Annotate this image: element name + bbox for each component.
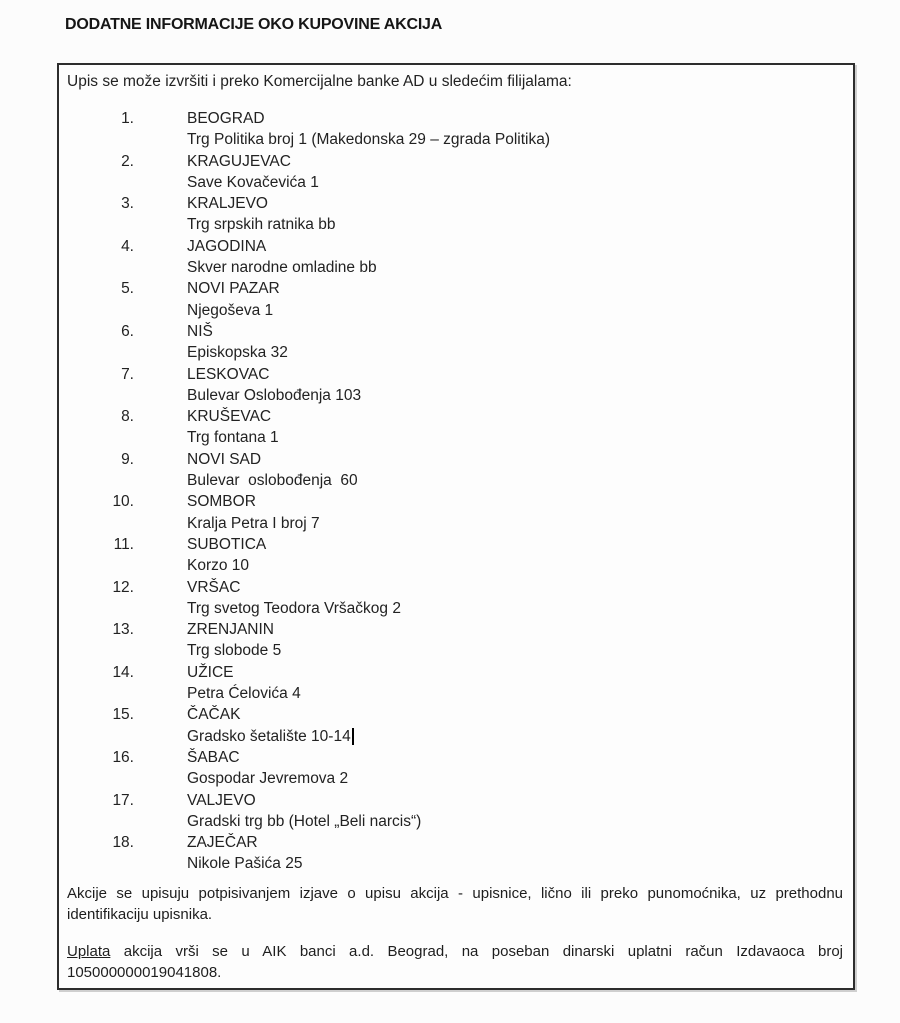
branch-address-line <box>134 470 843 491</box>
branch-address-line <box>134 300 843 321</box>
document-title: DODATNE INFORMACIJE OKO KUPOVINE AKCIJA <box>65 16 443 33</box>
branch-number: 2. <box>121 152 134 170</box>
branch-address: Save Kovačevića 1 <box>187 173 319 191</box>
branch-city: ČAČAK <box>187 706 241 724</box>
intro-line: Upis se može izvršiti i preko Komercijalne banke AD u sledećim filijalama: <box>67 73 572 90</box>
branch-item <box>87 151 843 194</box>
branch-number: 6. <box>121 322 134 340</box>
branch-item <box>87 790 843 833</box>
branch-address-line <box>134 768 843 789</box>
branch-number: 9. <box>121 450 134 468</box>
branch-address-line <box>134 257 843 278</box>
branch-item <box>87 832 843 875</box>
branch-number: 5. <box>121 280 134 298</box>
branch-item <box>87 662 843 705</box>
branch-city: UŽICE <box>187 663 234 681</box>
text-cursor <box>352 728 354 745</box>
branch-city: KRAGUJEVAC <box>187 152 291 170</box>
branch-address: Bulevar oslobođenja 60 <box>187 472 358 490</box>
branch-item <box>87 619 843 662</box>
branch-city: VALJEVO <box>187 791 256 809</box>
branch-item <box>87 449 843 492</box>
branch-address-line <box>134 640 843 661</box>
branch-number: 15. <box>112 706 134 724</box>
branch-city: ZRENJANIN <box>187 621 274 639</box>
info-box <box>57 63 855 990</box>
branch-address: Petra Ćelovića 4 <box>187 685 301 703</box>
branch-city: BEOGRAD <box>187 110 265 127</box>
branch-address: Bulevar Oslobođenja 103 <box>187 386 362 404</box>
branch-number: 17. <box>112 791 134 809</box>
branch-number: 12. <box>112 578 134 596</box>
branch-item <box>87 704 843 747</box>
branch-address: Episkopska 32 <box>187 344 288 362</box>
branch-address: Trg fontana 1 <box>187 429 279 447</box>
branch-city: ŠABAC <box>187 748 240 766</box>
branch-number: 11. <box>113 535 134 553</box>
branch-address: Njegoševa 1 <box>187 301 274 319</box>
branch-address: Trg Politika broj 1 (Makedonska 29 – zgrada Politika) <box>187 131 550 149</box>
branch-address: Gradski trg bb (Hotel „Beli narcis“) <box>187 812 422 830</box>
branch-address: Trg srpskih ratnika bb <box>187 216 336 234</box>
branch-address: Gospodar Jevremova 2 <box>187 770 349 788</box>
branch-item <box>87 747 843 790</box>
branch-item <box>87 491 843 534</box>
branch-number: 10. <box>112 493 134 511</box>
branch-item <box>87 108 843 151</box>
branch-address: Trg svetog Teodora Vršačkog 2 <box>187 599 401 617</box>
payment-paragraph <box>67 941 843 984</box>
branch-address-line <box>134 129 843 150</box>
branch-city: NOVI PAZAR <box>187 280 280 298</box>
branch-number: 7. <box>121 365 134 383</box>
branch-number: 16. <box>112 748 134 766</box>
branch-city: SOMBOR <box>187 493 256 511</box>
branch-address: Korzo 10 <box>187 557 250 575</box>
payment-lead-word: Uplata <box>67 942 111 960</box>
branch-item <box>87 577 843 620</box>
branch-item <box>87 364 843 407</box>
branch-city: KRALJEVO <box>187 195 268 213</box>
branch-address-line <box>134 214 843 235</box>
branch-number: 14. <box>112 663 134 681</box>
branch-address-line <box>134 513 843 534</box>
payment-rest: akcija vrši se u AIK banci a.d. Beograd, na poseban dinarski uplatni račun Izdavaoca broj 105000000019041808. <box>67 942 843 982</box>
branch-address-line <box>134 555 843 576</box>
branch-address-line <box>134 811 843 832</box>
branch-city: NIŠ <box>187 322 213 340</box>
branch-city: VRŠAC <box>187 578 241 596</box>
branch-item <box>87 193 843 236</box>
branch-number: 13. <box>112 621 134 639</box>
branch-city: LESKOVAC <box>187 365 270 383</box>
branch-address: Kralja Petra I broj 7 <box>187 514 320 532</box>
branch-address-line <box>134 853 843 874</box>
subscription-paragraph: Akcije se upisuju potpisivanjem izjave o upisu akcija - upisnice, lično ili preko punomoćnika, uz prethodnu identifikaciju upisnika. <box>67 884 843 924</box>
branch-address-line <box>134 598 843 619</box>
branch-city: JAGODINA <box>187 237 267 255</box>
branch-address: Nikole Pašića 25 <box>187 855 303 873</box>
branch-address: Skver narodne omladine bb <box>187 259 377 277</box>
branch-address-line <box>134 172 843 193</box>
branch-item <box>87 321 843 364</box>
branch-address-line <box>134 726 843 747</box>
branch-item <box>87 534 843 577</box>
branch-number: 8. <box>121 408 134 426</box>
branch-address-line <box>134 427 843 448</box>
branch-city: ZAJEČAR <box>187 834 258 852</box>
branch-list <box>87 108 843 875</box>
branch-address-line <box>134 683 843 704</box>
branch-number: 18. <box>112 834 134 852</box>
branch-city: SUBOTICA <box>187 535 267 553</box>
branch-city: KRUŠEVAC <box>187 408 272 426</box>
branch-item <box>87 236 843 279</box>
branch-address: Gradsko šetalište 10-14 <box>187 727 351 745</box>
branch-number: 1. <box>121 110 134 127</box>
branch-number: 3. <box>121 195 134 213</box>
branch-item <box>87 278 843 321</box>
branch-address: Trg slobode 5 <box>187 642 282 660</box>
branch-item <box>87 406 843 449</box>
branch-address-line <box>134 342 843 363</box>
branch-address-line <box>134 385 843 406</box>
branch-number: 4. <box>121 237 134 255</box>
branch-city: NOVI SAD <box>187 450 262 468</box>
